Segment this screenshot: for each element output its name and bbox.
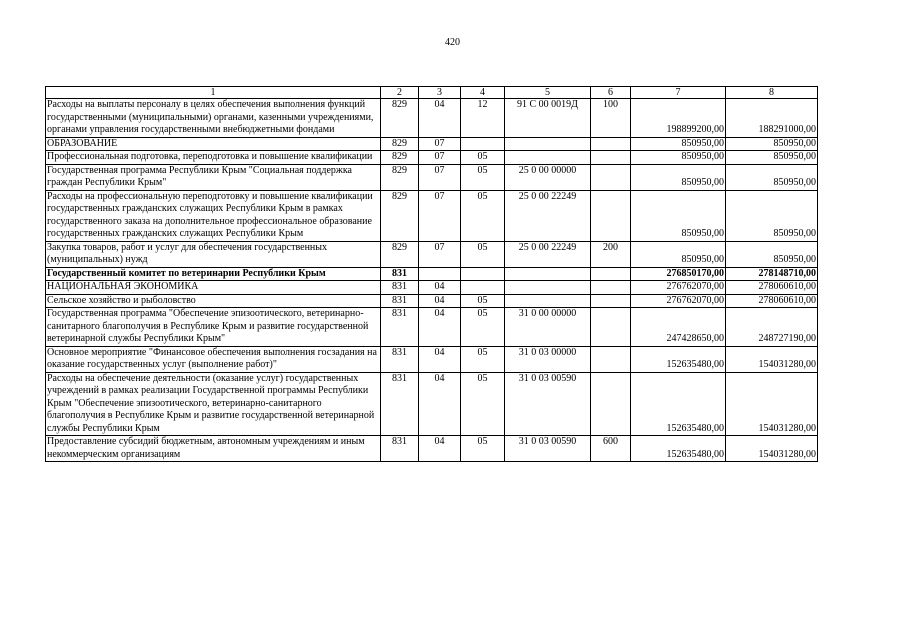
amount-year1-cell: 276850170,00	[631, 267, 726, 281]
section-code-cell: 04	[419, 281, 461, 295]
expense-type-cell	[591, 294, 631, 308]
amount-year1-cell: 850950,00	[631, 164, 726, 190]
table-row	[46, 241, 818, 267]
row-name-cell: НАЦИОНАЛЬНАЯ ЭКОНОМИКА	[46, 281, 381, 295]
row-name-cell: Расходы на выплаты персоналу в целях обеспечения выполнения функций государственными (муниципальными) органами, казенными учреждениями, органами управления государственными внебюджетными фондами	[46, 99, 381, 138]
expense-type-cell: 100	[591, 99, 631, 138]
amount-year1-cell: 850950,00	[631, 151, 726, 165]
amount-year2-cell: 850950,00	[726, 164, 818, 190]
row-name-cell: Государственная программа Республики Крым "Социальная поддержка граждан Республики Крым"	[46, 164, 381, 190]
section-code-cell: 07	[419, 151, 461, 165]
ministry-code-cell: 829	[381, 241, 419, 267]
ministry-code-cell: 829	[381, 190, 419, 241]
ministry-code-cell: 829	[381, 137, 419, 151]
ministry-code-cell: 831	[381, 308, 419, 347]
row-name-cell: Сельское хозяйство и рыболовство	[46, 294, 381, 308]
expense-type-cell	[591, 190, 631, 241]
amount-year2-cell: 188291000,00	[726, 99, 818, 138]
subsection-code-cell: 12	[461, 99, 505, 138]
amount-year2-cell: 850950,00	[726, 137, 818, 151]
target-article-cell: 25 0 00 22249	[505, 241, 591, 267]
section-code-cell: 04	[419, 372, 461, 436]
target-article-cell: 25 0 00 22249	[505, 190, 591, 241]
amount-year2-cell: 278060610,00	[726, 294, 818, 308]
target-article-cell	[505, 267, 591, 281]
section-code-cell: 04	[419, 346, 461, 372]
column-header: 2	[381, 87, 419, 99]
table-row	[46, 151, 818, 165]
row-name-cell: ОБРАЗОВАНИЕ	[46, 137, 381, 151]
expense-type-cell	[591, 281, 631, 295]
row-name-cell: Закупка товаров, работ и услуг для обеспечения государственных (муниципальных) нужд	[46, 241, 381, 267]
amount-year1-cell: 276762070,00	[631, 281, 726, 295]
target-article-cell: 25 0 00 00000	[505, 164, 591, 190]
budget-table	[45, 86, 818, 462]
ministry-code-cell: 831	[381, 281, 419, 295]
subsection-code-cell: 05	[461, 436, 505, 462]
ministry-code-cell: 829	[381, 99, 419, 138]
section-code-cell: 07	[419, 164, 461, 190]
subsection-code-cell: 05	[461, 164, 505, 190]
table-row	[46, 137, 818, 151]
amount-year2-cell: 248727190,00	[726, 308, 818, 347]
amount-year1-cell: 276762070,00	[631, 294, 726, 308]
amount-year2-cell: 154031280,00	[726, 436, 818, 462]
section-code-cell: 07	[419, 137, 461, 151]
row-name-cell: Предоставление субсидий бюджетным, автономным учреждениям и иным некоммерческим организациям	[46, 436, 381, 462]
target-article-cell: 31 0 00 00000	[505, 308, 591, 347]
target-article-cell	[505, 137, 591, 151]
row-name-cell: Государственная программа "Обеспечение эпизоотического, ветеринарно-санитарного благополучия в Республике Крым и развитие государственной ветеринарной службы Республики Крым"	[46, 308, 381, 347]
subsection-code-cell: 05	[461, 151, 505, 165]
expense-type-cell	[591, 137, 631, 151]
section-code-cell: 07	[419, 190, 461, 241]
section-code-cell: 04	[419, 99, 461, 138]
row-name-cell: Основное мероприятие "Финансовое обеспечения выполнения госзадания на оказание государственных услуг (выполнение работ)"	[46, 346, 381, 372]
subsection-code-cell: 05	[461, 241, 505, 267]
section-code-cell: 04	[419, 308, 461, 347]
amount-year1-cell: 152635480,00	[631, 436, 726, 462]
subsection-code-cell: 05	[461, 308, 505, 347]
section-code-cell: 07	[419, 241, 461, 267]
amount-year1-cell: 850950,00	[631, 190, 726, 241]
amount-year2-cell: 278148710,00	[726, 267, 818, 281]
page-number: 420	[445, 37, 460, 48]
expense-type-cell	[591, 164, 631, 190]
subsection-code-cell	[461, 281, 505, 295]
ministry-code-cell: 831	[381, 372, 419, 436]
amount-year2-cell: 278060610,00	[726, 281, 818, 295]
amount-year1-cell: 152635480,00	[631, 346, 726, 372]
amount-year1-cell: 850950,00	[631, 137, 726, 151]
row-name-cell: Расходы на обеспечение деятельности (оказание услуг) государственных учреждений в рамках реализации Государственной программы Республики Крым "Обеспечение эпизоотического, ветеринарно-санитарного благополучия в Республике Крым и развитие государственной ветеринарной службы Республики Крым	[46, 372, 381, 436]
ministry-code-cell: 829	[381, 164, 419, 190]
section-code-cell	[419, 267, 461, 281]
column-header: 6	[591, 87, 631, 99]
table-row	[46, 281, 818, 295]
subsection-code-cell	[461, 267, 505, 281]
subsection-code-cell: 05	[461, 190, 505, 241]
row-name-cell: Государственный комитет по ветеринарии Республики Крым	[46, 267, 381, 281]
ministry-code-cell: 829	[381, 151, 419, 165]
subsection-code-cell	[461, 137, 505, 151]
column-header: 8	[726, 87, 818, 99]
target-article-cell: 31 0 03 00590	[505, 436, 591, 462]
target-article-cell: 31 0 03 00590	[505, 372, 591, 436]
table-row	[46, 308, 818, 347]
column-header: 7	[631, 87, 726, 99]
target-article-cell	[505, 151, 591, 165]
ministry-code-cell: 831	[381, 267, 419, 281]
table-row	[46, 190, 818, 241]
amount-year1-cell: 152635480,00	[631, 372, 726, 436]
table-row	[46, 372, 818, 436]
expense-type-cell: 600	[591, 436, 631, 462]
target-article-cell	[505, 294, 591, 308]
table-row	[46, 436, 818, 462]
expense-type-cell: 200	[591, 241, 631, 267]
section-code-cell: 04	[419, 294, 461, 308]
amount-year2-cell: 850950,00	[726, 190, 818, 241]
expense-type-cell	[591, 372, 631, 436]
table-row	[46, 267, 818, 281]
target-article-cell	[505, 281, 591, 295]
column-header: 4	[461, 87, 505, 99]
column-header: 1	[46, 87, 381, 99]
amount-year1-cell: 198899200,00	[631, 99, 726, 138]
expense-type-cell	[591, 308, 631, 347]
amount-year1-cell: 850950,00	[631, 241, 726, 267]
amount-year1-cell: 247428650,00	[631, 308, 726, 347]
column-header-row	[46, 87, 818, 99]
row-name-cell: Профессиональная подготовка, переподготовка и повышение квалификации	[46, 151, 381, 165]
ministry-code-cell: 831	[381, 346, 419, 372]
section-code-cell: 04	[419, 436, 461, 462]
subsection-code-cell: 05	[461, 346, 505, 372]
table-row	[46, 164, 818, 190]
ministry-code-cell: 831	[381, 294, 419, 308]
amount-year2-cell: 850950,00	[726, 241, 818, 267]
column-header: 5	[505, 87, 591, 99]
expense-type-cell	[591, 346, 631, 372]
subsection-code-cell: 05	[461, 294, 505, 308]
column-header: 3	[419, 87, 461, 99]
table-row	[46, 99, 818, 138]
table-row	[46, 346, 818, 372]
ministry-code-cell: 831	[381, 436, 419, 462]
amount-year2-cell: 154031280,00	[726, 372, 818, 436]
table-row	[46, 294, 818, 308]
target-article-cell: 91 С 00 0019Д	[505, 99, 591, 138]
target-article-cell: 31 0 03 00000	[505, 346, 591, 372]
amount-year2-cell: 850950,00	[726, 151, 818, 165]
subsection-code-cell: 05	[461, 372, 505, 436]
amount-year2-cell: 154031280,00	[726, 346, 818, 372]
expense-type-cell	[591, 267, 631, 281]
row-name-cell: Расходы на профессиональную переподготовку и повышение квалификации государственных гражданских служащих Республики Крым в рамках государственного заказа на дополнительное профессиональное образование государственных гражданских служащих Республики Крым	[46, 190, 381, 241]
expense-type-cell	[591, 151, 631, 165]
